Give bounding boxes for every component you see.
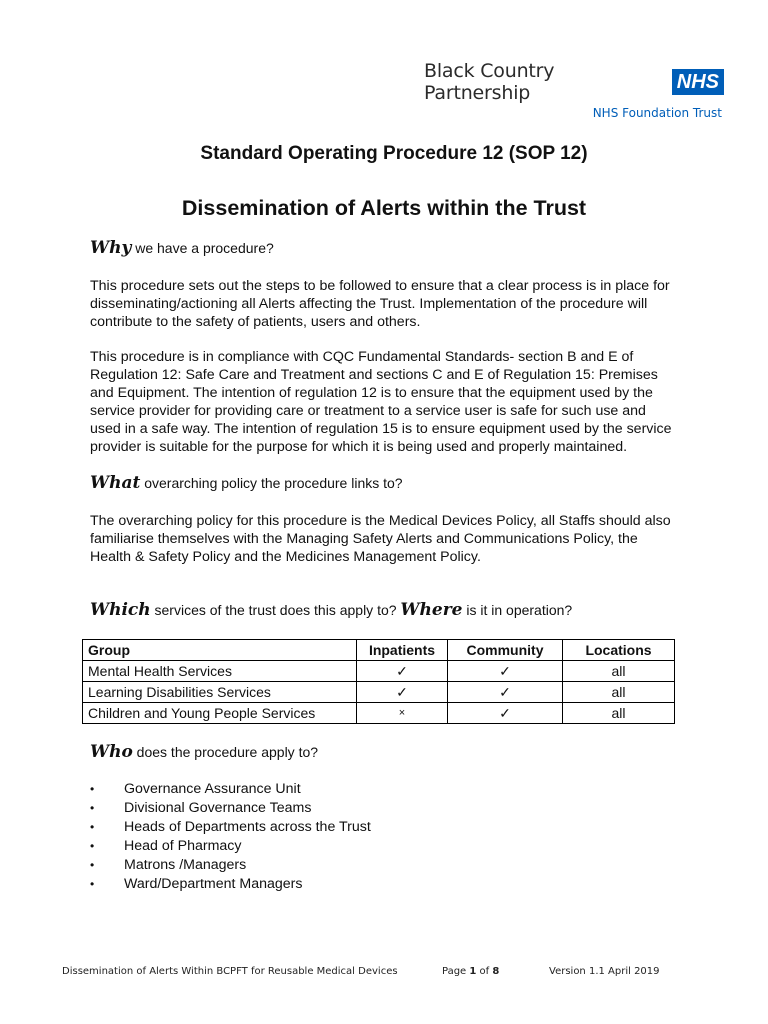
table-row [83,703,675,724]
text-line: Health & Safety Policy and the Medicines Management Policy. [90,549,481,565]
where-keyword: Where [400,600,463,620]
bullet-icon: • [90,820,95,834]
which-keyword: Which [90,600,151,620]
column-header-group: Group [83,640,357,661]
page-total: 8 [492,966,500,977]
bullet-icon: • [90,839,95,853]
check-icon: ✓ [448,703,563,724]
what-heading [90,473,403,493]
table-cell: Mental Health Services [83,661,357,682]
document-title: Dissemination of Alerts within the Trust [181,196,587,220]
list-item [90,799,371,818]
list-item [90,780,371,799]
table-cell: Children and Young People Services [83,703,357,724]
services-table [82,639,675,724]
why-question: we have a procedure? [131,240,274,256]
column-header-locations: Locations [563,640,675,661]
list-item-text: Heads of Departments across the Trust [124,819,371,835]
table-row [83,661,675,682]
text-line: Regulation 12: Safe Care and Treatment and sections C and E of Regulation 15: Premises [90,367,658,383]
footer-document-title: Dissemination of Alerts Within BCPFT for Reusable Medical Devices [62,966,398,977]
text-line: familiarise themselves with the Managing Safety Alerts and Communications Policy, the [90,531,638,547]
table-cell: all [563,703,675,724]
text-line: used in a safe way. The intention of regulation 15 is to ensure equipment used by the service [90,421,672,437]
where-question: is it in operation? [462,602,573,618]
table-row [83,682,675,703]
list-item-text: Ward/Department Managers [124,876,303,892]
column-header-community: Community [448,640,563,661]
page-current: 1 [469,966,477,977]
list-item [90,875,371,894]
bullet-icon: • [90,858,95,872]
text-line: provider is suitable for the purpose for which it is being used and properly maintained. [90,439,628,455]
footer-version: Version 1.1 April 2019 [549,966,660,977]
check-icon: ✓ [448,661,563,682]
list-item-text: Governance Assurance Unit [124,781,301,797]
why-keyword: Why [90,238,132,258]
who-heading [90,742,318,762]
text-line: This procedure sets out the steps to be followed to ensure that a clear process is in place for [90,278,670,294]
list-item-text: Head of Pharmacy [124,838,242,854]
page-of: of [476,966,493,977]
text-line: disseminating/actioning all Alerts affecting the Trust. Implementation of the procedure will [90,296,648,312]
column-header-inpatients: Inpatients [357,640,448,661]
footer-page-number [442,966,499,977]
text-line: This procedure is in compliance with CQC Fundamental Standards- section B and E of [90,349,634,365]
what-question: overarching policy the procedure links to? [140,475,403,491]
who-question: does the procedure apply to? [132,744,319,760]
list-item [90,837,371,856]
text-line: The overarching policy for this procedure is the Medical Devices Policy, all Staffs should also [90,513,671,529]
table-cell: all [563,682,675,703]
why-paragraph-1 [90,277,715,331]
page-prefix: Page [442,966,470,977]
what-keyword: What [90,473,141,493]
nhs-logo: NHS [672,69,724,95]
table-cell: all [563,661,675,682]
why-heading [90,238,274,258]
bullet-icon: • [90,877,95,891]
list-item-text: Divisional Governance Teams [124,800,312,816]
what-paragraph [90,512,715,566]
organisation-subtitle: NHS Foundation Trust [592,106,722,120]
sop-title: Standard Operating Procedure 12 (SOP 12) [200,143,588,164]
bullet-icon: • [90,801,95,815]
who-list [90,780,371,894]
which-heading [90,600,572,620]
which-question: services of the trust does this apply to? [150,602,401,618]
text-line: contribute to the safety of patients, users and others. [90,314,421,330]
list-item [90,818,371,837]
text-line: service provider for providing care or treatment to a service user is safe for such use and [90,403,646,419]
organisation-name: Black Country Partnership [424,60,555,104]
check-icon: ✓ [357,661,448,682]
cross-icon: × [357,703,448,724]
table-cell: Learning Disabilities Services [83,682,357,703]
check-icon: ✓ [357,682,448,703]
why-paragraph-2 [90,348,715,456]
list-item [90,856,371,875]
check-icon: ✓ [448,682,563,703]
text-line: and Equipment. The intention of regulation 12 is to ensure that the equipment used by the [90,385,653,401]
bullet-icon: • [90,782,95,796]
organisation-logo [424,60,724,120]
table-header-row [83,640,675,661]
who-keyword: Who [90,742,133,762]
list-item-text: Matrons /Managers [124,857,247,873]
